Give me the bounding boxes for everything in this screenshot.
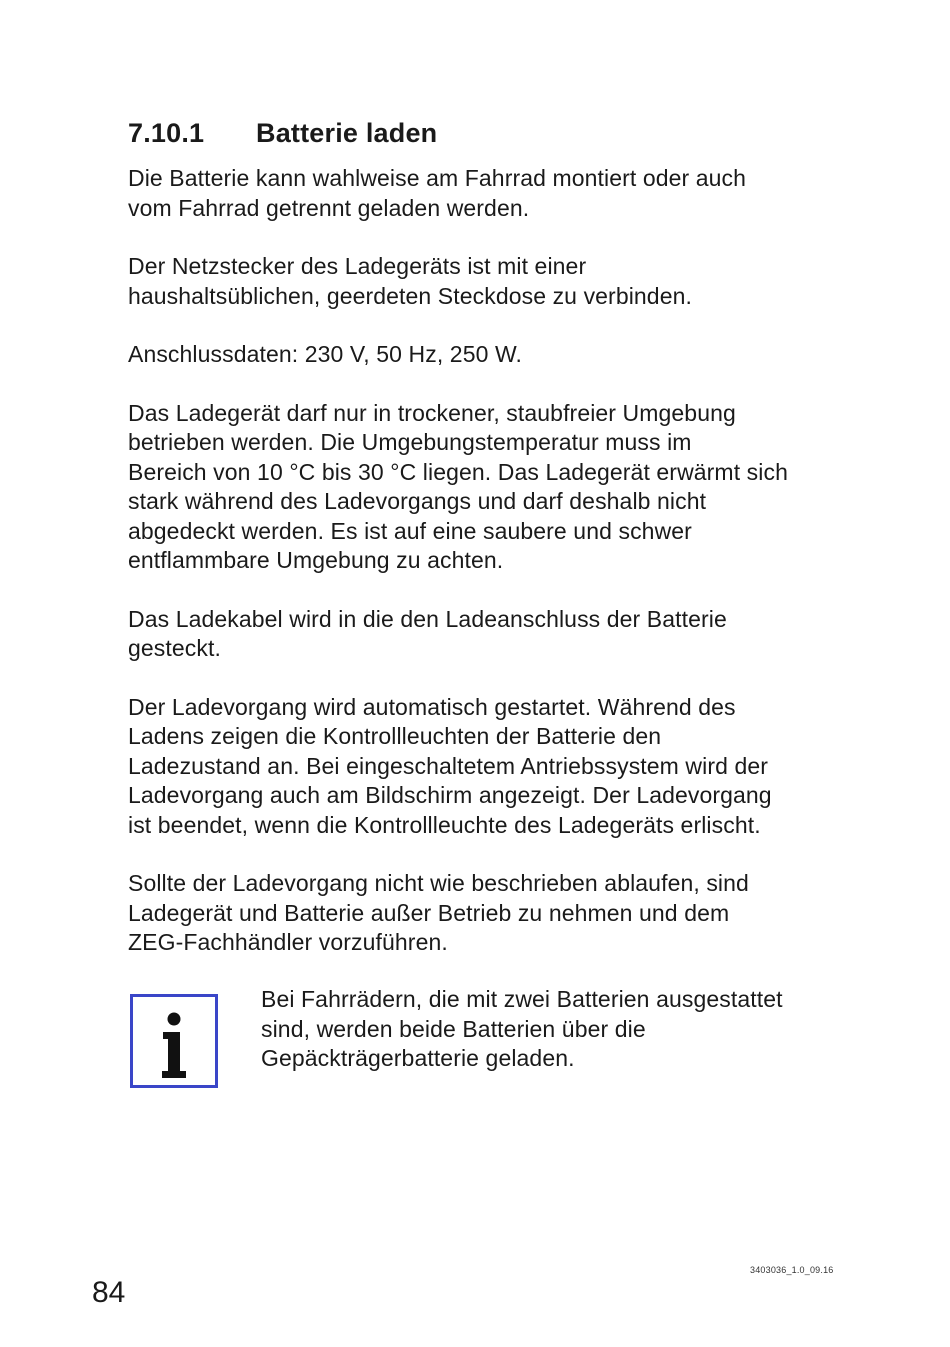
- paragraph-charging-process: [128, 693, 858, 841]
- text-line: gesteckt.: [128, 635, 221, 661]
- text-line: betrieben werden. Die Umgebungstemperatur muss im: [128, 429, 692, 455]
- text-line: ZEG-Fachhändler vorzuführen.: [128, 929, 448, 955]
- text-line: Das Ladekabel wird in die den Ladeanschluss der Batterie: [128, 605, 727, 632]
- text-line: abgedeckt werden. Es ist auf eine saubere und schwer: [128, 517, 692, 544]
- text-line: Der Netzstecker des Ladegeräts ist mit einer: [128, 253, 587, 279]
- text-line: haushaltsüblichen, geerdeten Steckdose zu verbinden.: [128, 282, 692, 309]
- paragraph-power-plug: [128, 252, 858, 311]
- paragraph-connection-data: [128, 340, 858, 370]
- text-line: ist beendet, wenn die Kontrollleuchte des Ladegeräts erlischt.: [128, 811, 761, 838]
- text-line: Gepäckträgerbatterie geladen.: [261, 1045, 575, 1071]
- info-note-text: [261, 985, 783, 1074]
- info-icon: [130, 994, 218, 1088]
- text-line: Bereich von 10 °C bis 30 °C liegen. Das Ladegerät erwärmt sich: [128, 458, 788, 485]
- section-number: 7.10.1: [128, 118, 205, 148]
- section-title: Batterie laden: [256, 118, 438, 148]
- text-line: Ladezustand an. Bei eingeschaltetem Antriebssystem wird der: [128, 752, 769, 779]
- text-line: Der Ladevorgang wird automatisch gestartet. Während des: [128, 693, 736, 720]
- paragraph-intro: [128, 164, 858, 223]
- text-line: sind, werden beide Batterien über die: [261, 1015, 646, 1042]
- text-line: entflammbare Umgebung zu achten.: [128, 547, 504, 573]
- text-line: Anschlussdaten: 230 V, 50 Hz, 250 W.: [128, 341, 522, 367]
- text-line: Bei Fahrrädern, die mit zwei Batterien ausgestattet: [261, 986, 783, 1012]
- section-heading: [128, 118, 437, 149]
- text-line: Ladevorgang auch am Bildschirm angezeigt. Der Ladevorgang: [128, 782, 772, 808]
- info-note: [128, 986, 858, 1092]
- body-text: [128, 164, 858, 987]
- text-line: Die Batterie kann wahlweise am Fahrrad montiert oder auch: [128, 165, 747, 191]
- text-line: stark während des Ladevorgangs und darf deshalb nicht: [128, 488, 707, 514]
- text-line: vom Fahrrad getrennt geladen werden.: [128, 194, 530, 221]
- paragraph-environment: [128, 399, 858, 576]
- paragraph-fault: [128, 869, 858, 958]
- text-line: Das Ladegerät darf nur in trockener, staubfreier Umgebung: [128, 399, 736, 426]
- text-line: Sollte der Ladevorgang nicht wie beschrieben ablaufen, sind: [128, 870, 749, 896]
- paragraph-charging-cable: [128, 605, 858, 664]
- page-number: 84: [92, 1276, 126, 1309]
- text-line: Ladens zeigen die Kontrollleuchten der Batterie den: [128, 723, 662, 749]
- text-line: Ladegerät und Batterie außer Betrieb zu nehmen und dem: [128, 899, 730, 926]
- document-code: 3403036_1.0_09.16: [750, 1265, 834, 1275]
